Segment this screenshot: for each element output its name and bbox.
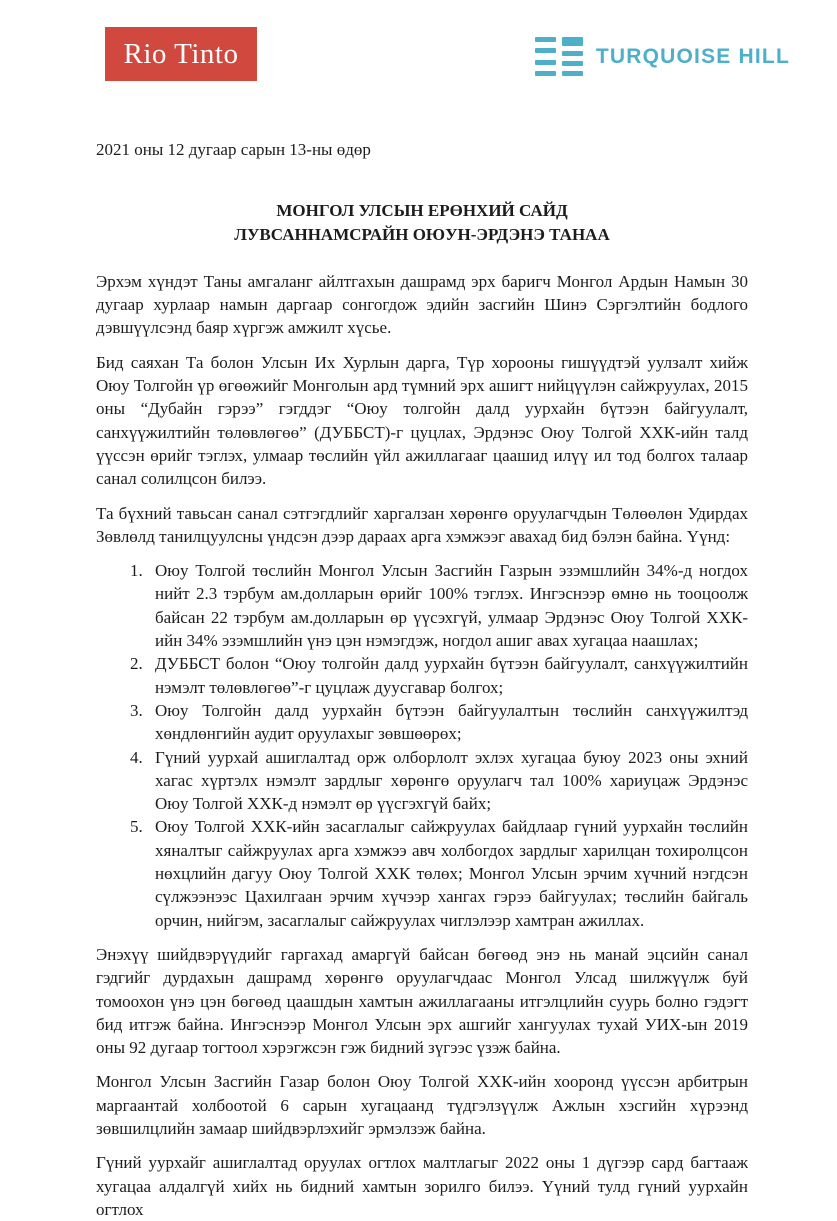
list-item-number: 2.	[130, 654, 143, 674]
letter-date: 2021 оны 12 дугаар сарын 13-ны өдөр	[96, 140, 371, 159]
turquoise-hill-logo	[535, 37, 790, 76]
letter-title	[96, 199, 748, 246]
paragraph-proposals-intro: Та бүхний тавьсан санал сэтгэгдлийг харгалзан хөрөнгө оруулагчдын Төлөөлөн Удирдах Зөвлөлд танилцуулсны үндсэн дээр дараах арга хэмжээг авахад бид бэлэн байна. Үүнд:	[96, 503, 748, 546]
rio-tinto-logo	[105, 27, 257, 81]
proposal-list	[96, 559, 748, 932]
letter-title-line1: МОНГОЛ УЛСЫН ЕРӨНХИЙ САЙД	[276, 201, 568, 221]
list-item	[130, 746, 748, 816]
turquoise-hill-bars-right	[562, 37, 583, 76]
list-item-number: 1.	[130, 561, 143, 581]
paragraph-final-offer: Энэхүү шийдвэрүүдийг гаргахад амаргүй байсан бөгөөд энэ нь манай эцсийн санал гэдгийг дурдахын дашрамд хөрөнгө оруулагчдаас Монгол Улсад шилжүүлж буй томоохон үнэ цэн бөгөөд цаашдын хамтын ажиллагааны итгэлцлийн суурь болно гэдэгт бид итгэж байна. Ингэснээр Монгол Улсын эрх ашгийг хангуулах тухай УИХ-ын 2019 оны 92 дугаар тогтоол хэрэгжсэн гэж бидний зүгээс үзэж байна.	[96, 944, 748, 1058]
list-item	[130, 815, 748, 931]
letter-title-line2: ЛУВСАННАМСРАЙН ОЮУН-ЭРДЭНЭ ТАНАА	[234, 224, 610, 244]
list-item-text: Оюу Толгойн далд уурхайн бүтээн байгуулалтын төслийн санхүүжилтэд хөндлөнгийн аудит оруулахыг зөвшөөрөх;	[155, 700, 748, 744]
list-item	[130, 652, 748, 699]
turquoise-hill-bars-icon	[535, 37, 583, 76]
paragraph-greeting: Эрхэм хүндэт Таны амгаланг айлтгахын дашрамд эрх баригч Монгол Ардын Намын 30 дугаар хурлаар намын даргаар сонгогдож эдийн засгийн Шинэ Сэргэлтийн бодлого дэвшүүлсэнд баяр хүргэж амжилт хүсье.	[96, 271, 748, 338]
list-item-number: 3.	[130, 700, 143, 720]
rio-tinto-logo-text: Rio Tinto	[123, 37, 239, 70]
letter-body	[0, 138, 837, 1221]
turquoise-hill-bars-left	[535, 37, 556, 76]
list-item-number: 4.	[130, 747, 143, 767]
letterhead	[0, 27, 837, 85]
paragraph-arbitration: Монгол Улсын Засгийн Газар болон Оюу Толгой ХХК-ийн хооронд үүссэн арбитрын маргаантай холбоотой 6 сарын хугацаанд түдгэлзүүлж Ажлын хэсгийн хүрээнд зөвшилцлийн замаар шийдвэрлэхийг эрмэлзэж байна.	[96, 1072, 748, 1138]
list-item-text: Гүний уурхай ашиглалтад орж олборлолт эхлэх хугацаа буюу 2023 оны эхний хагас хүртэлх нэмэлт зардлыг хөрөнгө оруулагч тал 100% хариуцаж Эрдэнэс Оюу Толгой ХХК-д нэмэлт өр үүсгэхгүй байх;	[155, 747, 748, 814]
list-item-number: 5.	[130, 817, 143, 837]
list-item-text: Оюу Толгой ХХК-ийн засаглалыг сайжруулах байдлаар гүний уурхайн төслийн хяналтыг сайжруулах арга хэмжээ авч холбогдох зардлыг харилцан тохиролцсон нөхцлийн дагуу Оюу Толгой ХХК төлөх; Монгол Улсын эрчим хүчний нэгдсэн сүлжээнээс Цахилгаан эрчим хүчээр хангах гэрээ байгуулах; төслийн байгаль орчин, нийгэм, засаглалыг сайжруулах чиглэлээр хамтран ажиллах.	[155, 817, 748, 930]
list-item	[130, 559, 748, 652]
paragraph-undercut-schedule: Гүний уурхайг ашиглалтад оруулах огтлох малтлагыг 2022 оны 1 дүгээр сард багтааж хугацаа алдалгүй хийх нь бидний хамтын зорилго билээ. Үүний тулд гүний уурхайн огтлох	[96, 1153, 748, 1219]
turquoise-hill-logo-text: TURQUOISE HILL	[595, 44, 790, 68]
paragraph-meeting: Бид саяхан Та болон Улсын Их Хурлын дарга, Түр хорооны гишүүдтэй уулзалт хийж Оюу Толгойн үр өгөөжийг Монголын ард түмний эрх ашигт нийцүүлэн сайжруулах, 2015 оны “Дубайн гэрээ” гэгддэг “Оюу толгойн далд уурхайн бүтээн байгуулалт, санхүүжилтийн төлөвлөгөө” (ДУББСТ)-г цуцлах, Эрдэнэс Оюу Толгой ХХК-ийн талд үүссэн өрийг тэглэх, улмаар төслийн үйл ажиллагааг цаашид илүү ил тод болгох талаар санал солилцсон билээ.	[96, 352, 748, 489]
list-item	[130, 699, 748, 746]
list-item-text: ДУББСТ болон “Оюу толгойн далд уурхайн бүтээн байгуулалт, санхүүжилтийн нэмэлт төлөвлөгөө”-г цуцлаж дуусгавар болгох;	[155, 654, 748, 697]
list-item-text: Оюу Толгой төслийн Монгол Улсын Засгийн Газрын эзэмшлийн 34%-д ногдох нийт 2.3 тэрбум ам.долларын өрийг 100% тэглэх. Ингэснээр өмнө нь тооцоолж байсан 22 тэрбум ам.долларын өр үүсэхгүй, улмаар Эрдэнэс Оюу Толгой ХХК-ийн 34% эзэмшлийн үнэ цэн нэмэгдэж, ногдол ашиг авах хугацаа наашлах;	[155, 561, 748, 651]
